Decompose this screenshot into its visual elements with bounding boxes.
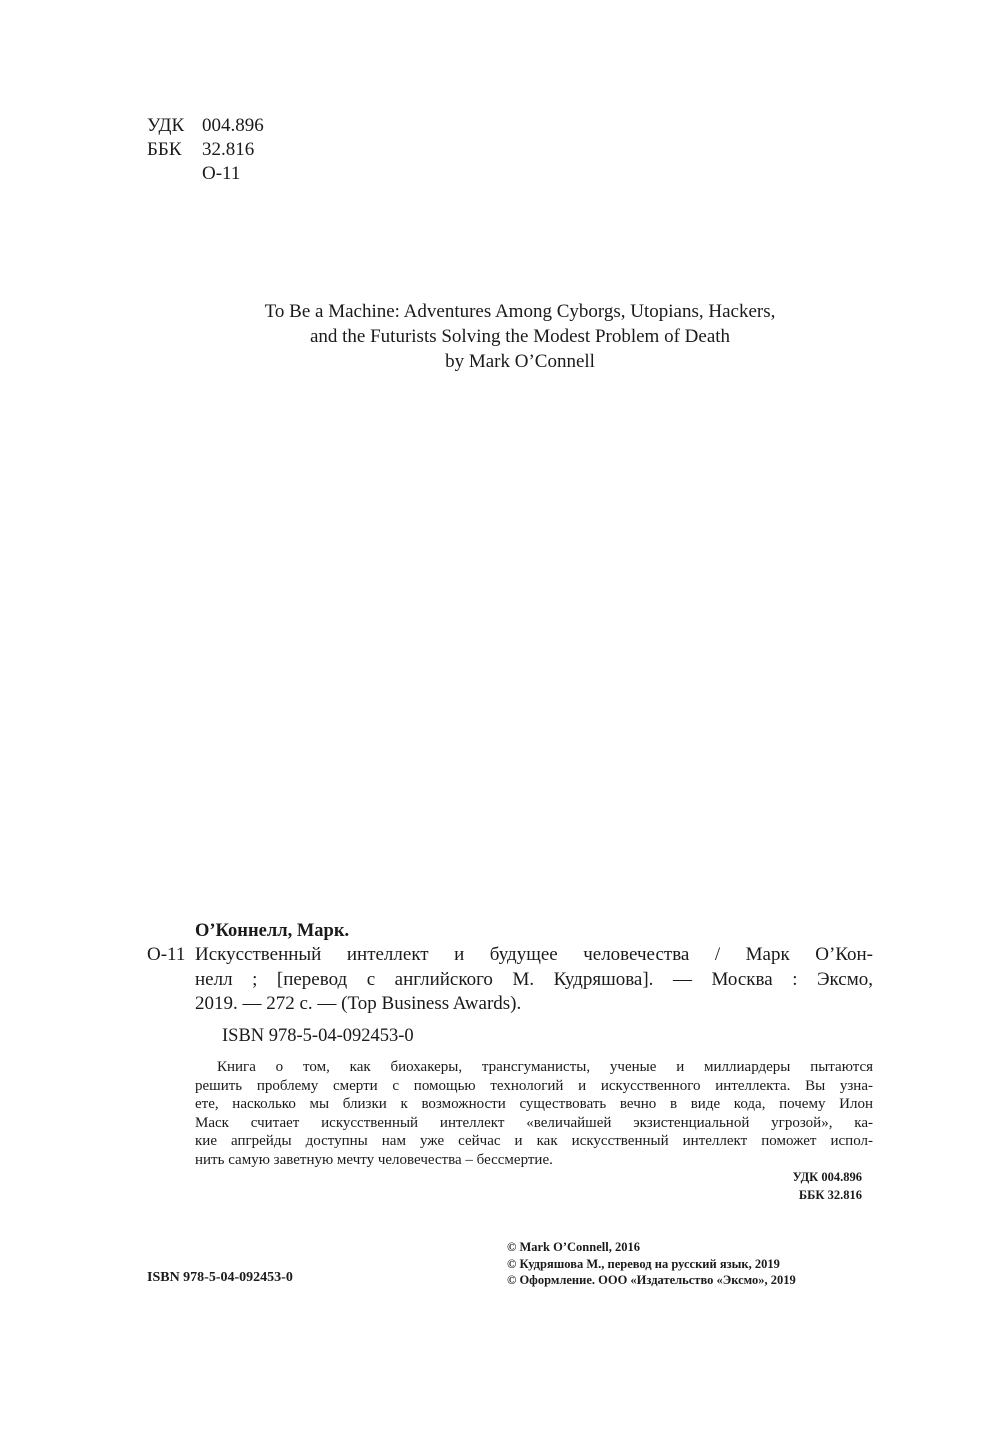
original-title-line: To Be a Machine: Adventures Among Cyborgs, Utopians, Hackers, bbox=[264, 301, 776, 322]
udk-value: 004.896 bbox=[202, 115, 264, 136]
original-title-line: and the Futurists Solving the Modest Problem of Death bbox=[309, 326, 731, 347]
bbk-label: ББК bbox=[147, 139, 182, 160]
card-classification-codes bbox=[700, 1168, 862, 1204]
card-udk: УДК 004.896 bbox=[792, 1170, 862, 1184]
catalog-description-line: Искусственный интеллект и будущее человечества / Марк О’Кон- bbox=[195, 944, 873, 965]
footer-isbn: ISBN 978-5-04-092453-0 bbox=[147, 1270, 293, 1285]
catalog-description-line: нелл ; [перевод с английского М. Кудряшова]. — Москва : Эксмо, bbox=[195, 968, 873, 990]
original-author-line: by Mark O’Connell bbox=[445, 351, 595, 372]
annotation-line: Книга о том, как биохакеры, трансгуманисты, ученые и миллиардеры пытаются bbox=[217, 1059, 873, 1075]
annotation bbox=[195, 1058, 873, 1170]
card-bbk: ББК 32.816 bbox=[798, 1188, 862, 1202]
copyright-line: © Mark O’Connell, 2016 bbox=[507, 1240, 640, 1254]
classification-block bbox=[147, 114, 264, 186]
original-edition-title bbox=[150, 299, 890, 374]
catalog-isbn: ISBN 978-5-04-092453-0 bbox=[222, 1026, 414, 1046]
udk-label: УДК bbox=[147, 115, 185, 136]
catalog-code: О-11 bbox=[147, 944, 186, 965]
bbk-value: 32.816 bbox=[202, 139, 255, 160]
annotation-line: Маск считает искусственный интеллект «величайшей экзистенциальной угрозой», ка- bbox=[195, 1114, 873, 1131]
bbk-row bbox=[147, 138, 264, 162]
copyright-line: © Оформление. ООО «Издательство «Эксмо», 2019 bbox=[507, 1273, 796, 1287]
catalog-author: О’Коннелл, Марк. bbox=[195, 921, 350, 941]
copyright-block bbox=[507, 1239, 796, 1289]
udk-row bbox=[147, 114, 264, 138]
author-mark-row bbox=[147, 162, 264, 186]
annotation-line: нить самую заветную мечту человечества – бессмертие. bbox=[195, 1151, 553, 1168]
author-mark: О-11 bbox=[202, 163, 241, 184]
annotation-line: решить проблему смерти с помощью технологий и искусственного интеллекта. Вы узна- bbox=[195, 1077, 873, 1094]
annotation-line: ете, насколько мы близки к возможности существовать вечно в виде кода, почему Илон bbox=[195, 1096, 873, 1113]
annotation-line: кие апгрейды доступны нам уже сейчас и как искусственный интеллект поможет испол- bbox=[195, 1133, 873, 1150]
catalog-description-line: 2019. — 272 с. — (Top Business Awards). bbox=[195, 993, 522, 1014]
catalog-description bbox=[195, 943, 873, 1017]
copyright-line: © Кудряшова М., перевод на русский язык, 2019 bbox=[507, 1256, 780, 1271]
